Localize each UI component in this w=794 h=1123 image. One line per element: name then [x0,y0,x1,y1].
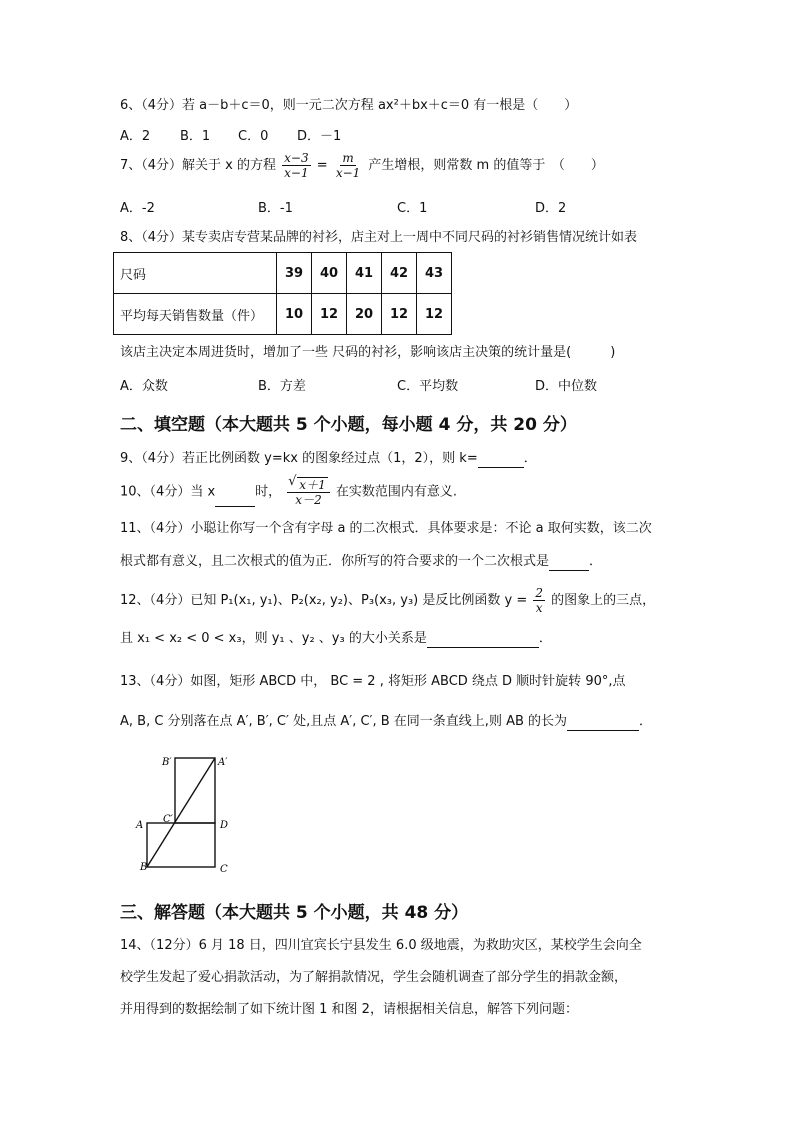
table-row [114,253,452,294]
q12-line2-text: 且 x₁ < x₂ < 0 < x₃，则 y₁ 、y₂ 、y₃ 的大小关系是 [120,631,427,646]
count-label: 平均每天销售数量（件） [114,294,277,335]
q7-stem [120,151,604,180]
q10-numerator [287,477,329,493]
q12-end: ． [538,631,552,646]
q12-line2 [120,630,552,648]
label-a: A [136,820,144,831]
q7-frac2-denominator: x−1 [335,166,361,180]
q11-answer-blank[interactable] [549,556,589,571]
q6-option-b: B．1 [180,129,211,144]
q7-frac1-numerator: x−3 [284,151,309,165]
q10-prefix: 10、（4分）当 x [120,484,216,500]
q12-answer-blank[interactable] [427,633,539,648]
q12-numerator: 2 [535,586,544,600]
q13-answer-blank[interactable] [567,716,639,731]
size-cell: 39 [277,253,312,294]
sales-table [113,252,452,335]
q14-line2: 校学生发起了爱心捐款活动，为了解捐款情况，学生会随机调查了部分学生的捐款金额， [120,970,628,985]
q8-followup: 该店主决定本周进货时，增加了一些 尺码的衬衫，影响该店主决策的统计量是( ) [120,345,616,360]
q10-fraction [287,477,329,507]
q7-option-a: A．-2 [120,201,155,216]
label-c-prime: C′ [163,814,173,825]
size-cell: 40 [312,253,347,294]
q12-line1b: 的图象上的三点， [551,593,656,608]
q7-frac1-denominator: x−1 [284,166,309,180]
q7-suffix: 产生增根，则常数 m 的值等于 （ ） [368,158,604,173]
q9-stem [120,450,537,468]
q12-line1 [120,586,655,615]
q9-answer-blank[interactable] [478,453,524,468]
q6-option-d: D．－1 [297,129,342,144]
q6-option-a: A．2 [120,129,151,144]
q8-option-b: B．方差 [258,379,306,394]
q12-fraction [533,586,545,615]
q14-line3: 并用得到的数据绘制了如下统计图 1 和图 2，请根据相关信息，解答下列问题： [120,1002,578,1017]
q13-line2-text: A, B, C 分别落在点 A′, B′, C′ 处,且点 A′, C′, B 在同一条直线上,则 AB 的长为 [120,714,568,729]
q8-option-d: D．中位数 [535,379,598,394]
q13-end: ． [639,714,653,729]
section-3-heading: 三、解答题（本大题共 5 个小题，共 48 分） [120,903,469,923]
original-rectangle [147,823,215,867]
size-label: 尺码 [114,253,277,294]
q13-line2 [120,713,652,731]
q7-fraction-left [282,151,310,180]
q8-option-c: C．平均数 [397,379,459,394]
q7-frac2-numerator: m [342,151,354,165]
q11-line1: 11、（4分）小聪让你写一个含有字母 a 的二次根式．具体要求是：不论 a 取何实数，该二次 [120,521,652,536]
q7-equals: = [316,158,328,173]
q10-answer-blank[interactable] [215,492,255,507]
q7-option-c: C．1 [397,201,428,216]
q10-denominator: x－2 [295,493,322,507]
size-cell: 43 [417,253,452,294]
table-row [114,294,452,335]
q7-fraction-right [334,151,362,180]
count-cell: 12 [382,294,417,335]
q7-prefix: 7、（4分）解关于 x 的方程 [120,158,277,173]
q7-option-b: B．-1 [258,201,293,216]
q6-option-c: C．0 [238,129,269,144]
q10-suffix: 在实数范围内有意义. [335,484,457,500]
label-c: C [220,864,228,875]
count-cell: 10 [277,294,312,335]
q12-denominator: x [535,601,543,615]
q10-sqrt: √ x＋1 [297,477,327,492]
q12-line1a: 12、（4分）已知 P₁(x₁, y₁)、P₂(x₂, y₂)、P₃(x₃, y₃) 是反比例函数 y = [120,593,528,608]
q13-rectangle-figure [130,748,240,878]
size-cell: 41 [347,253,382,294]
q8-option-a: A．众数 [120,379,168,394]
q6-stem: 6、（4分）若 a－b＋c＝0，则一元二次方程 ax²＋bx＋c＝0 有一根是（ ） [120,98,578,113]
q11-line2-text: 根式都有意义，且二次根式的值为正．你所写的符合要求的一个二次根式是 [120,554,550,569]
label-a-prime: A′ [218,757,228,768]
q14-line1: 14、（12分）6 月 18 日，四川宜宾长宁县发生 6.0 级地震，为救助灾区，某校学生会向全 [120,938,642,953]
q9-end: ． [523,451,537,466]
q11-line2 [120,553,602,571]
q10-mid: 时， [255,484,282,500]
q13-line1: 13、（4分）如图，矩形 ABCD 中， BC = 2 , 将矩形 ABCD 绕点 D 顺时针旋转 90°,点 [120,674,626,689]
q10-stem [120,477,457,507]
q7-option-d: D．2 [535,201,567,216]
section-2-heading: 二、填空题（本大题共 5 个小题，每小题 4 分，共 20 分） [120,415,577,435]
q8-stem: 8、（4分）某专卖店专营某品牌的衬衫，店主对上一周中不同尺码的衬衫销售情况统计如表 [120,230,638,245]
size-cell: 42 [382,253,417,294]
label-b: B [140,862,148,873]
count-cell: 20 [347,294,382,335]
label-b-prime: B′ [162,757,172,768]
count-cell: 12 [312,294,347,335]
label-d: D [220,820,229,831]
q9-text: 9、（4分）若正比例函数 y=kx 的图象经过点（1，2），则 k= [120,451,478,466]
diagonal-line [147,758,215,867]
count-cell: 12 [417,294,452,335]
q11-end: ． [589,554,603,569]
